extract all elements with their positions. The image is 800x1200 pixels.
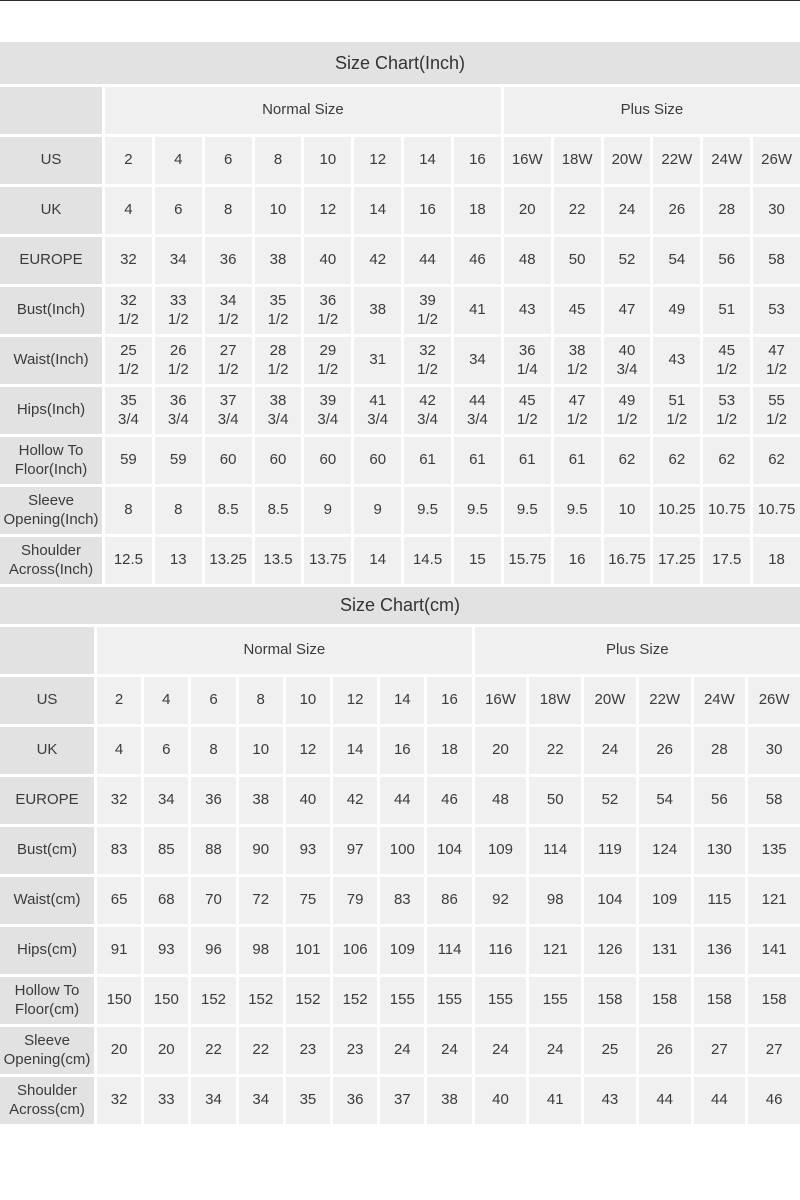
value-cell: 45 1/2 bbox=[504, 387, 551, 434]
value-cell: 70 bbox=[191, 877, 235, 924]
value-cell: 28 bbox=[703, 187, 750, 234]
value-cell: 16.75 bbox=[604, 537, 651, 584]
value-cell: 24 bbox=[584, 727, 636, 774]
value-cell: 24 bbox=[475, 1027, 527, 1074]
value-cell: 38 bbox=[239, 777, 283, 824]
value-cell: 13.5 bbox=[255, 537, 302, 584]
value-cell: 60 bbox=[205, 437, 252, 484]
value-cell: 14 bbox=[333, 727, 377, 774]
value-cell: 44 bbox=[694, 1077, 746, 1124]
value-cell: 20W bbox=[604, 137, 651, 184]
value-cell: 10 bbox=[255, 187, 302, 234]
value-cell: 136 bbox=[694, 927, 746, 974]
value-cell: 61 bbox=[504, 437, 551, 484]
value-cell: 152 bbox=[333, 977, 377, 1024]
value-cell: 115 bbox=[694, 877, 746, 924]
value-cell: 55 1/2 bbox=[753, 387, 800, 434]
value-cell: 40 bbox=[304, 237, 351, 284]
value-cell: 28 1/2 bbox=[255, 337, 302, 384]
value-cell: 2 bbox=[105, 137, 152, 184]
value-cell: 12.5 bbox=[105, 537, 152, 584]
value-cell: 44 bbox=[404, 237, 451, 284]
value-cell: 38 bbox=[255, 237, 302, 284]
value-cell: 158 bbox=[748, 977, 800, 1024]
value-cell: 33 1/2 bbox=[155, 287, 202, 334]
row-label-cell: Hollow To Floor(Inch) bbox=[0, 437, 102, 484]
value-cell: 18 bbox=[454, 187, 501, 234]
value-cell: 39 1/2 bbox=[404, 287, 451, 334]
value-cell: 31 bbox=[354, 337, 401, 384]
value-cell: 42 bbox=[333, 777, 377, 824]
row-label-cell: EUROPE bbox=[0, 237, 102, 284]
value-cell: 8 bbox=[105, 487, 152, 534]
value-cell: 43 bbox=[584, 1077, 636, 1124]
value-cell: 42 3/4 bbox=[404, 387, 451, 434]
corner-cell bbox=[0, 627, 94, 674]
value-cell: 36 bbox=[191, 777, 235, 824]
value-cell: 12 bbox=[304, 187, 351, 234]
value-cell: 54 bbox=[653, 237, 700, 284]
row-label-cell: Sleeve Opening(Inch) bbox=[0, 487, 102, 534]
value-cell: 65 bbox=[97, 877, 141, 924]
value-cell: 9.5 bbox=[504, 487, 551, 534]
value-cell: 49 bbox=[653, 287, 700, 334]
value-cell: 75 bbox=[286, 877, 330, 924]
value-cell: 15 bbox=[454, 537, 501, 584]
value-cell: 29 1/2 bbox=[304, 337, 351, 384]
value-cell: 8 bbox=[155, 487, 202, 534]
value-cell: 20 bbox=[475, 727, 527, 774]
value-cell: 26 1/2 bbox=[155, 337, 202, 384]
value-cell: 56 bbox=[703, 237, 750, 284]
value-cell: 152 bbox=[191, 977, 235, 1024]
value-cell: 8 bbox=[255, 137, 302, 184]
value-cell: 22W bbox=[639, 677, 691, 724]
value-cell: 155 bbox=[475, 977, 527, 1024]
value-cell: 56 bbox=[694, 777, 746, 824]
value-cell: 10 bbox=[304, 137, 351, 184]
value-cell: 46 bbox=[427, 777, 471, 824]
value-cell: 22 bbox=[529, 727, 581, 774]
value-cell: 50 bbox=[529, 777, 581, 824]
value-cell: 4 bbox=[155, 137, 202, 184]
value-cell: 152 bbox=[239, 977, 283, 1024]
value-cell: 62 bbox=[753, 437, 800, 484]
value-cell: 44 bbox=[380, 777, 424, 824]
value-cell: 37 3/4 bbox=[205, 387, 252, 434]
value-cell: 9 bbox=[304, 487, 351, 534]
value-cell: 72 bbox=[239, 877, 283, 924]
value-cell: 158 bbox=[639, 977, 691, 1024]
row-label-cell: Bust(cm) bbox=[0, 827, 94, 874]
value-cell: 20 bbox=[504, 187, 551, 234]
value-cell: 40 bbox=[286, 777, 330, 824]
value-cell: 43 bbox=[653, 337, 700, 384]
value-cell: 24 bbox=[427, 1027, 471, 1074]
value-cell: 13 bbox=[155, 537, 202, 584]
value-cell: 36 bbox=[205, 237, 252, 284]
value-cell: 27 bbox=[748, 1027, 800, 1074]
value-cell: 60 bbox=[255, 437, 302, 484]
value-cell: 2 bbox=[97, 677, 141, 724]
value-cell: 41 bbox=[454, 287, 501, 334]
value-cell: 12 bbox=[286, 727, 330, 774]
row-label-cell: EUROPE bbox=[0, 777, 94, 824]
value-cell: 52 bbox=[604, 237, 651, 284]
value-cell: 91 bbox=[97, 927, 141, 974]
value-cell: 51 1/2 bbox=[653, 387, 700, 434]
value-cell: 36 1/2 bbox=[304, 287, 351, 334]
value-cell: 62 bbox=[653, 437, 700, 484]
value-cell: 39 3/4 bbox=[304, 387, 351, 434]
value-cell: 98 bbox=[239, 927, 283, 974]
value-cell: 34 1/2 bbox=[205, 287, 252, 334]
value-cell: 8 bbox=[205, 187, 252, 234]
column-group-header: Normal Size bbox=[97, 627, 472, 674]
value-cell: 25 1/2 bbox=[105, 337, 152, 384]
value-cell: 48 bbox=[504, 237, 551, 284]
value-cell: 12 bbox=[333, 677, 377, 724]
value-cell: 83 bbox=[380, 877, 424, 924]
value-cell: 16 bbox=[380, 727, 424, 774]
value-cell: 34 bbox=[454, 337, 501, 384]
value-cell: 47 1/2 bbox=[554, 387, 601, 434]
value-cell: 23 bbox=[333, 1027, 377, 1074]
value-cell: 10 bbox=[286, 677, 330, 724]
value-cell: 45 bbox=[554, 287, 601, 334]
row-label-cell: Hips(Inch) bbox=[0, 387, 102, 434]
value-cell: 9.5 bbox=[554, 487, 601, 534]
value-cell: 26 bbox=[653, 187, 700, 234]
value-cell: 13.75 bbox=[304, 537, 351, 584]
value-cell: 101 bbox=[286, 927, 330, 974]
row-label-cell: Bust(Inch) bbox=[0, 287, 102, 334]
value-cell: 53 1/2 bbox=[703, 387, 750, 434]
value-cell: 98 bbox=[529, 877, 581, 924]
value-cell: 4 bbox=[105, 187, 152, 234]
value-cell: 155 bbox=[427, 977, 471, 1024]
value-cell: 26 bbox=[639, 727, 691, 774]
column-group-header: Plus Size bbox=[504, 87, 800, 134]
value-cell: 90 bbox=[239, 827, 283, 874]
value-cell: 109 bbox=[639, 877, 691, 924]
value-cell: 22 bbox=[239, 1027, 283, 1074]
column-group-header: Plus Size bbox=[475, 627, 800, 674]
value-cell: 38 3/4 bbox=[255, 387, 302, 434]
value-cell: 92 bbox=[475, 877, 527, 924]
value-cell: 32 bbox=[105, 237, 152, 284]
value-cell: 36 1/4 bbox=[504, 337, 551, 384]
value-cell: 18W bbox=[529, 677, 581, 724]
value-cell: 26 bbox=[639, 1027, 691, 1074]
value-cell: 38 bbox=[427, 1077, 471, 1124]
value-cell: 46 bbox=[748, 1077, 800, 1124]
value-cell: 59 bbox=[105, 437, 152, 484]
value-cell: 130 bbox=[694, 827, 746, 874]
size-table-inch bbox=[0, 87, 800, 584]
value-cell: 60 bbox=[354, 437, 401, 484]
size-chart-inch-title: Size Chart(Inch) bbox=[0, 42, 800, 84]
value-cell: 45 1/2 bbox=[703, 337, 750, 384]
value-cell: 9.5 bbox=[454, 487, 501, 534]
value-cell: 20 bbox=[97, 1027, 141, 1074]
value-cell: 27 1/2 bbox=[205, 337, 252, 384]
value-cell: 8.5 bbox=[255, 487, 302, 534]
value-cell: 8 bbox=[191, 727, 235, 774]
value-cell: 26W bbox=[748, 677, 800, 724]
value-cell: 88 bbox=[191, 827, 235, 874]
value-cell: 17.5 bbox=[703, 537, 750, 584]
value-cell: 116 bbox=[475, 927, 527, 974]
value-cell: 59 bbox=[155, 437, 202, 484]
value-cell: 96 bbox=[191, 927, 235, 974]
value-cell: 104 bbox=[584, 877, 636, 924]
value-cell: 47 1/2 bbox=[753, 337, 800, 384]
value-cell: 158 bbox=[584, 977, 636, 1024]
value-cell: 141 bbox=[748, 927, 800, 974]
value-cell: 24 bbox=[529, 1027, 581, 1074]
value-cell: 22 bbox=[191, 1027, 235, 1074]
value-cell: 114 bbox=[427, 927, 471, 974]
value-cell: 32 bbox=[97, 777, 141, 824]
value-cell: 49 1/2 bbox=[604, 387, 651, 434]
value-cell: 60 bbox=[304, 437, 351, 484]
value-cell: 14 bbox=[404, 137, 451, 184]
value-cell: 109 bbox=[475, 827, 527, 874]
value-cell: 18W bbox=[554, 137, 601, 184]
row-label-cell: Shoulder Across(cm) bbox=[0, 1077, 94, 1124]
value-cell: 152 bbox=[286, 977, 330, 1024]
value-cell: 51 bbox=[703, 287, 750, 334]
value-cell: 10.75 bbox=[703, 487, 750, 534]
value-cell: 61 bbox=[554, 437, 601, 484]
value-cell: 27 bbox=[694, 1027, 746, 1074]
value-cell: 14 bbox=[354, 537, 401, 584]
row-label-cell: UK bbox=[0, 727, 94, 774]
row-label-cell: UK bbox=[0, 187, 102, 234]
value-cell: 47 bbox=[604, 287, 651, 334]
value-cell: 62 bbox=[604, 437, 651, 484]
value-cell: 10 bbox=[239, 727, 283, 774]
value-cell: 16 bbox=[554, 537, 601, 584]
row-label-cell: US bbox=[0, 677, 94, 724]
value-cell: 16 bbox=[404, 187, 451, 234]
value-cell: 114 bbox=[529, 827, 581, 874]
value-cell: 10 bbox=[604, 487, 651, 534]
value-cell: 10.25 bbox=[653, 487, 700, 534]
value-cell: 126 bbox=[584, 927, 636, 974]
value-cell: 104 bbox=[427, 827, 471, 874]
value-cell: 6 bbox=[155, 187, 202, 234]
row-label-cell: Hollow To Floor(cm) bbox=[0, 977, 94, 1024]
value-cell: 93 bbox=[286, 827, 330, 874]
value-cell: 40 3/4 bbox=[604, 337, 651, 384]
value-cell: 41 3/4 bbox=[354, 387, 401, 434]
value-cell: 34 bbox=[144, 777, 188, 824]
row-label-cell: Waist(cm) bbox=[0, 877, 94, 924]
value-cell: 52 bbox=[584, 777, 636, 824]
value-cell: 37 bbox=[380, 1077, 424, 1124]
value-cell: 34 bbox=[155, 237, 202, 284]
value-cell: 36 bbox=[333, 1077, 377, 1124]
value-cell: 131 bbox=[639, 927, 691, 974]
value-cell: 16W bbox=[504, 137, 551, 184]
value-cell: 6 bbox=[191, 677, 235, 724]
value-cell: 14 bbox=[380, 677, 424, 724]
value-cell: 20W bbox=[584, 677, 636, 724]
value-cell: 35 3/4 bbox=[105, 387, 152, 434]
value-cell: 14.5 bbox=[404, 537, 451, 584]
value-cell: 32 1/2 bbox=[105, 287, 152, 334]
value-cell: 24 bbox=[380, 1027, 424, 1074]
value-cell: 86 bbox=[427, 877, 471, 924]
value-cell: 26W bbox=[753, 137, 800, 184]
value-cell: 150 bbox=[144, 977, 188, 1024]
value-cell: 83 bbox=[97, 827, 141, 874]
row-label-cell: Waist(Inch) bbox=[0, 337, 102, 384]
value-cell: 24W bbox=[703, 137, 750, 184]
value-cell: 13.25 bbox=[205, 537, 252, 584]
value-cell: 50 bbox=[554, 237, 601, 284]
value-cell: 4 bbox=[144, 677, 188, 724]
corner-cell bbox=[0, 87, 102, 134]
size-chart-cm-section bbox=[0, 587, 800, 1124]
value-cell: 17.25 bbox=[653, 537, 700, 584]
value-cell: 54 bbox=[639, 777, 691, 824]
value-cell: 97 bbox=[333, 827, 377, 874]
value-cell: 22 bbox=[554, 187, 601, 234]
value-cell: 61 bbox=[454, 437, 501, 484]
value-cell: 35 bbox=[286, 1077, 330, 1124]
value-cell: 109 bbox=[380, 927, 424, 974]
value-cell: 62 bbox=[703, 437, 750, 484]
row-label-cell: Shoulder Across(Inch) bbox=[0, 537, 102, 584]
value-cell: 30 bbox=[748, 727, 800, 774]
value-cell: 9.5 bbox=[404, 487, 451, 534]
value-cell: 8.5 bbox=[205, 487, 252, 534]
value-cell: 36 3/4 bbox=[155, 387, 202, 434]
value-cell: 79 bbox=[333, 877, 377, 924]
value-cell: 121 bbox=[748, 877, 800, 924]
value-cell: 121 bbox=[529, 927, 581, 974]
value-cell: 41 bbox=[529, 1077, 581, 1124]
value-cell: 18 bbox=[753, 537, 800, 584]
size-chart-inch-section bbox=[0, 42, 800, 584]
value-cell: 20 bbox=[144, 1027, 188, 1074]
value-cell: 68 bbox=[144, 877, 188, 924]
value-cell: 155 bbox=[529, 977, 581, 1024]
value-cell: 9 bbox=[354, 487, 401, 534]
value-cell: 38 1/2 bbox=[554, 337, 601, 384]
value-cell: 40 bbox=[475, 1077, 527, 1124]
value-cell: 6 bbox=[205, 137, 252, 184]
value-cell: 35 1/2 bbox=[255, 287, 302, 334]
value-cell: 34 bbox=[191, 1077, 235, 1124]
value-cell: 15.75 bbox=[504, 537, 551, 584]
value-cell: 23 bbox=[286, 1027, 330, 1074]
value-cell: 106 bbox=[333, 927, 377, 974]
value-cell: 150 bbox=[97, 977, 141, 1024]
value-cell: 61 bbox=[404, 437, 451, 484]
value-cell: 16 bbox=[427, 677, 471, 724]
value-cell: 30 bbox=[753, 187, 800, 234]
value-cell: 48 bbox=[475, 777, 527, 824]
value-cell: 93 bbox=[144, 927, 188, 974]
value-cell: 32 bbox=[97, 1077, 141, 1124]
value-cell: 24W bbox=[694, 677, 746, 724]
value-cell: 8 bbox=[239, 677, 283, 724]
row-label-cell: Sleeve Opening(cm) bbox=[0, 1027, 94, 1074]
value-cell: 38 bbox=[354, 287, 401, 334]
row-label-cell: Hips(cm) bbox=[0, 927, 94, 974]
value-cell: 44 bbox=[639, 1077, 691, 1124]
value-cell: 16 bbox=[454, 137, 501, 184]
value-cell: 42 bbox=[354, 237, 401, 284]
value-cell: 10.75 bbox=[753, 487, 800, 534]
value-cell: 12 bbox=[354, 137, 401, 184]
row-label-cell: US bbox=[0, 137, 102, 184]
size-chart-cm-title: Size Chart(cm) bbox=[0, 587, 800, 624]
size-table-cm bbox=[0, 627, 800, 1124]
value-cell: 24 bbox=[604, 187, 651, 234]
value-cell: 32 1/2 bbox=[404, 337, 451, 384]
value-cell: 16W bbox=[475, 677, 527, 724]
value-cell: 44 3/4 bbox=[454, 387, 501, 434]
value-cell: 85 bbox=[144, 827, 188, 874]
value-cell: 119 bbox=[584, 827, 636, 874]
value-cell: 34 bbox=[239, 1077, 283, 1124]
value-cell: 43 bbox=[504, 287, 551, 334]
value-cell: 124 bbox=[639, 827, 691, 874]
value-cell: 158 bbox=[694, 977, 746, 1024]
value-cell: 46 bbox=[454, 237, 501, 284]
value-cell: 4 bbox=[97, 727, 141, 774]
value-cell: 22W bbox=[653, 137, 700, 184]
value-cell: 155 bbox=[380, 977, 424, 1024]
value-cell: 33 bbox=[144, 1077, 188, 1124]
value-cell: 100 bbox=[380, 827, 424, 874]
value-cell: 25 bbox=[584, 1027, 636, 1074]
value-cell: 135 bbox=[748, 827, 800, 874]
value-cell: 6 bbox=[144, 727, 188, 774]
value-cell: 18 bbox=[427, 727, 471, 774]
value-cell: 58 bbox=[748, 777, 800, 824]
value-cell: 14 bbox=[354, 187, 401, 234]
top-border-rule bbox=[0, 0, 800, 1]
value-cell: 58 bbox=[753, 237, 800, 284]
value-cell: 53 bbox=[753, 287, 800, 334]
value-cell: 28 bbox=[694, 727, 746, 774]
column-group-header: Normal Size bbox=[105, 87, 501, 134]
